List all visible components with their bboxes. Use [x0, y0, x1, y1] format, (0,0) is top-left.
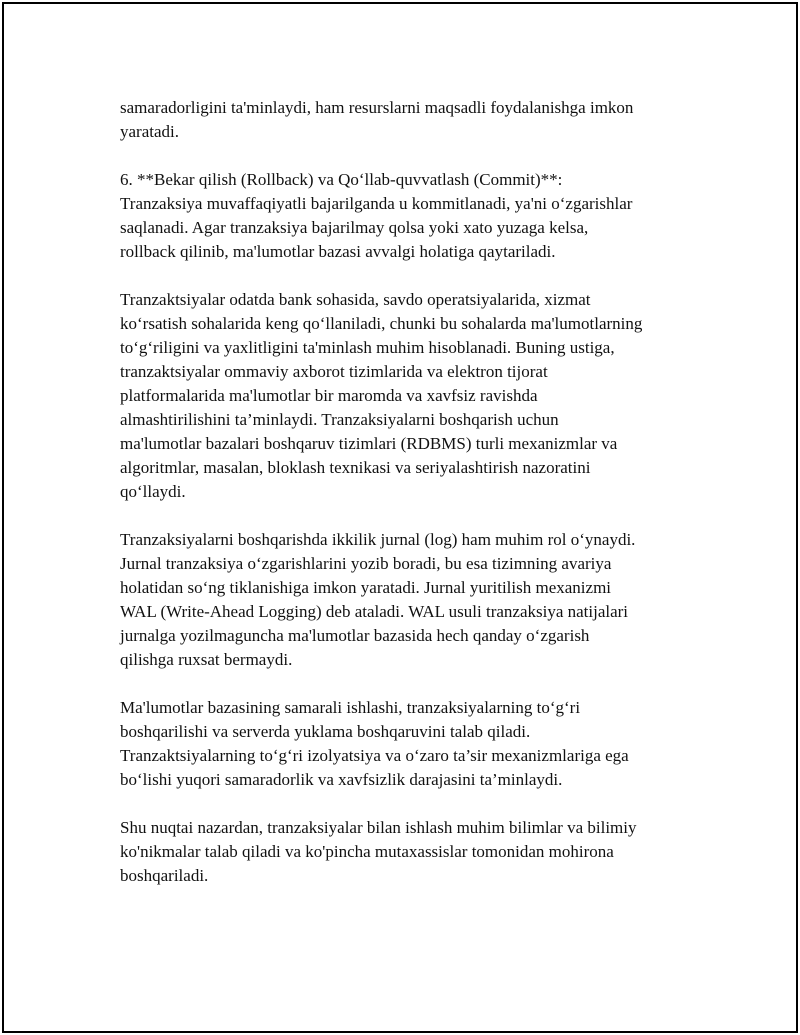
text-line: qilishga ruxsat bermaydi. [120, 650, 293, 669]
paragraph-usage-domains [120, 288, 700, 504]
text-line: tranzaktsiyalar ommaviy axborot tizimlarida va elektron tijorat [120, 362, 548, 381]
text-line: Ma'lumotlar bazasining samarali ishlashi, tranzaksiyalarning to‘g‘ri [120, 698, 581, 717]
text-line: jurnalga yozilmaguncha ma'lumotlar bazasida hech qanday o‘zgarish [120, 626, 590, 645]
text-line: Jurnal tranzaksiya o‘zgarishlarini yozib boradi, bu esa tizimning avariya [120, 554, 612, 573]
document-body [120, 96, 700, 912]
text-line: saqlanadi. Agar tranzaksiya bajarilmay qolsa yoki xato yuzaga kelsa, [120, 218, 589, 237]
text-line: WAL (Write-Ahead Logging) deb ataladi. WAL usuli tranzaksiya natijalari [120, 602, 629, 621]
text-line: almashtirilishini ta’minlaydi. Tranzaksiyalarni boshqarish uchun [120, 410, 559, 429]
text-line: Shu nuqtai nazardan, tranzaksiyalar bilan ishlash muhim bilimlar va bilimiy [120, 818, 637, 837]
text-line: Tranzaksiya muvaffaqiyatli bajarilganda u kommitlanadi, ya'ni o‘zgarishlar [120, 194, 633, 213]
text-line: ko‘rsatish sohalarida keng qo‘llaniladi, chunki bu sohalarda ma'lumotlarning [120, 314, 643, 333]
text-line: ma'lumotlar bazalari boshqaruv tizimlari (RDBMS) turli mexanizmlar va [120, 434, 618, 453]
text-line: rollback qilinib, ma'lumotlar bazasi avvalgi holatiga qaytariladi. [120, 242, 556, 261]
text-line: qo‘llaydi. [120, 482, 186, 501]
paragraph-efficiency [120, 696, 700, 792]
paragraph-rollback-commit [120, 168, 700, 264]
text-line: bo‘lishi yuqori samaradorlik va xavfsizlik darajasini ta’minlaydi. [120, 770, 563, 789]
text-line: holatidan so‘ng tiklanishiga imkon yaratadi. Jurnal yuritilish mexanizmi [120, 578, 612, 597]
document-page [2, 2, 798, 1033]
text-line: algoritmlar, masalan, bloklash texnikasi va seriyalashtirish nazoratini [120, 458, 591, 477]
text-line: platformalarida ma'lumotlar bir maromda va xavfsiz ravishda [120, 386, 538, 405]
paragraph-conclusion [120, 816, 700, 888]
text-line: 6. **Bekar qilish (Rollback) va Qo‘llab-quvvatlash (Commit)**: [120, 170, 563, 189]
paragraph-journal-log [120, 528, 700, 672]
text-line: Tranzaktsiyalarning to‘g‘ri izolyatsiya va o‘zaro ta’sir mexanizmlariga ega [120, 746, 629, 765]
text-line: to‘g‘riligini va yaxlitligini ta'minlash muhim hisoblanadi. Buning ustiga, [120, 338, 615, 357]
text-line: boshqariladi. [120, 866, 209, 885]
text-line: boshqarilishi va serverda yuklama boshqaruvini talab qiladi. [120, 722, 531, 741]
text-line: Tranzaktsiyalar odatda bank sohasida, savdo operatsiyalarida, xizmat [120, 290, 591, 309]
text-line: Tranzaksiyalarni boshqarishda ikkilik jurnal (log) ham muhim rol o‘ynaydi. [120, 530, 636, 549]
text-line: yaratadi. [120, 122, 179, 141]
text-line: samaradorligini ta'minlaydi, ham resurslarni maqsadli foydalanishga imkon [120, 98, 634, 117]
text-line: ko'nikmalar talab qiladi va ko'pincha mutaxassislar tomonidan mohirona [120, 842, 614, 861]
paragraph-intro-continuation [120, 96, 700, 144]
